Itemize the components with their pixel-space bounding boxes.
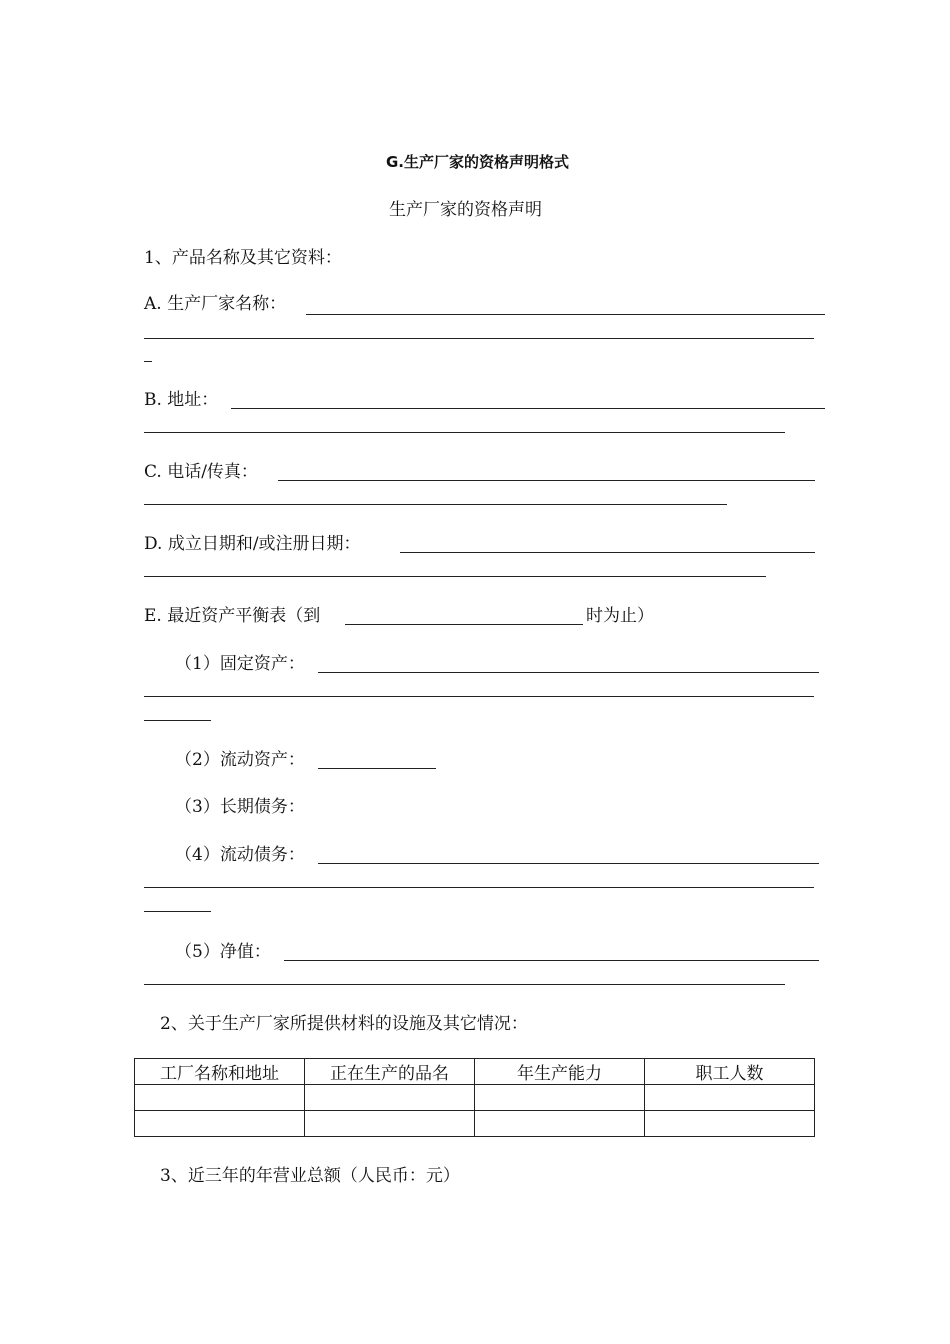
- fill-line[interactable]: [144, 984, 785, 985]
- fill-line-date[interactable]: [345, 624, 583, 625]
- column-header: 正在生产的品名: [305, 1059, 475, 1085]
- column-header: 职工人数: [645, 1059, 815, 1085]
- field-label-manufacturer-name: A. 生产厂家名称：: [144, 294, 287, 314]
- field-label-long-term-debt: （3）长期债务：: [175, 797, 305, 817]
- table-cell[interactable]: [305, 1085, 475, 1111]
- fill-line[interactable]: [400, 552, 815, 553]
- field-label-current-debt: （4）流动债务：: [175, 845, 305, 865]
- field-label-net-worth: （5）净值：: [175, 942, 271, 962]
- fill-line[interactable]: [144, 504, 727, 505]
- section-2-title: 2、关于生产厂家所提供材料的设施及其它情况：: [160, 1014, 528, 1034]
- table-row: [135, 1111, 815, 1137]
- fill-line[interactable]: [144, 887, 814, 888]
- field-label-fixed-assets: （1）固定资产：: [175, 654, 305, 674]
- fill-line[interactable]: [144, 911, 211, 912]
- table-cell[interactable]: [645, 1111, 815, 1137]
- fill-line[interactable]: [318, 672, 819, 673]
- fill-line[interactable]: [144, 720, 211, 721]
- column-header: 年生产能力: [475, 1059, 645, 1085]
- table-cell[interactable]: [475, 1111, 645, 1137]
- fill-line[interactable]: [306, 314, 825, 315]
- fill-line[interactable]: [318, 768, 436, 769]
- fill-line[interactable]: [318, 863, 819, 864]
- field-label-phone-fax: C. 电话/传真：: [144, 462, 258, 482]
- field-label-established-date: D. 成立日期和/或注册日期：: [144, 534, 361, 554]
- table-cell[interactable]: [135, 1085, 305, 1111]
- fill-line[interactable]: [144, 576, 766, 577]
- fill-line[interactable]: [278, 480, 815, 481]
- table-cell[interactable]: [305, 1111, 475, 1137]
- table-row: [135, 1085, 815, 1111]
- facilities-table: [134, 1058, 815, 1137]
- fill-line[interactable]: [231, 408, 825, 409]
- section-1-title: 1、产品名称及其它资料：: [144, 248, 342, 268]
- fill-line[interactable]: [144, 361, 152, 362]
- fill-line[interactable]: [144, 432, 785, 433]
- field-label-balance-sheet: E. 最近资产平衡表（到: [144, 606, 321, 626]
- field-label-address: B. 地址：: [144, 390, 219, 410]
- table-cell[interactable]: [135, 1111, 305, 1137]
- document-heading: G.生产厂家的资格声明格式: [386, 153, 570, 171]
- table-header-row: [135, 1059, 815, 1085]
- fill-line[interactable]: [284, 960, 819, 961]
- table-cell[interactable]: [475, 1085, 645, 1111]
- fill-line[interactable]: [144, 338, 814, 339]
- field-label-balance-sheet-suffix: 时为止）: [586, 606, 654, 626]
- column-header: 工厂名称和地址: [135, 1059, 305, 1085]
- document-subheading: 生产厂家的资格声明: [389, 200, 542, 220]
- field-label-current-assets: （2）流动资产：: [175, 750, 305, 770]
- fill-line[interactable]: [144, 696, 814, 697]
- section-3-title: 3、近三年的年营业总额（人民币：元）: [160, 1166, 460, 1186]
- table-cell[interactable]: [645, 1085, 815, 1111]
